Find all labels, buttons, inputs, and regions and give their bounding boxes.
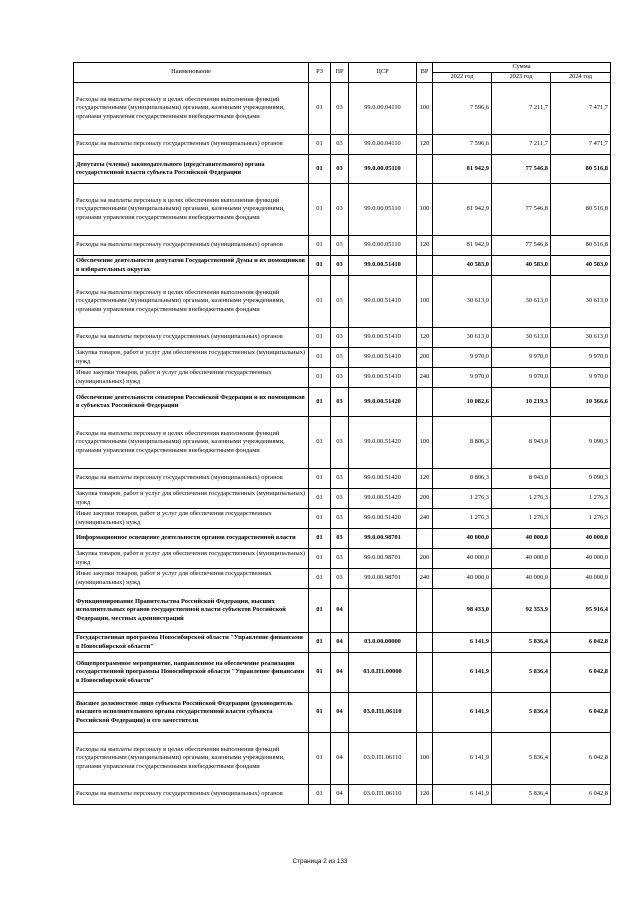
cell-name: Расходы на выплаты персоналу государственных (муниципальных) органов <box>74 785 309 805</box>
cell-vr: 100 <box>417 733 433 785</box>
cell-vr: 120 <box>417 785 433 805</box>
cell-vr: 240 <box>417 368 433 388</box>
cell-2022: 6 141,9 <box>433 633 492 653</box>
cell-name: Расходы на выплаты персоналу государственных (муниципальных) органов <box>74 135 309 155</box>
table-row <box>74 785 611 805</box>
cell-2024: 6 042,8 <box>551 633 611 653</box>
cell-2023: 8 943,0 <box>492 417 551 469</box>
cell-rz: 01 <box>309 469 331 489</box>
cell-2022: 98 433,0 <box>433 589 492 633</box>
cell-csr: 99.0.00.51410 <box>349 256 417 276</box>
cell-csr: 03.0.П1.06110 <box>349 733 417 785</box>
cell-csr <box>349 589 417 633</box>
cell-2023: 92 353,9 <box>492 589 551 633</box>
cell-pr: 03 <box>331 388 349 417</box>
cell-2023: 9 970,0 <box>492 348 551 368</box>
budget-table <box>73 62 611 805</box>
cell-2024: 9 970,0 <box>551 348 611 368</box>
cell-2024: 6 042,8 <box>551 693 611 733</box>
table-row <box>74 328 611 348</box>
cell-csr: 99.0.00.98701 <box>349 529 417 549</box>
cell-rz: 01 <box>309 328 331 348</box>
table-row <box>74 489 611 509</box>
cell-vr <box>417 633 433 653</box>
cell-name: Информационное освещение деятельности органов государственной власти <box>74 529 309 549</box>
cell-pr: 03 <box>331 569 349 589</box>
cell-2023: 40 583,0 <box>492 256 551 276</box>
cell-rz: 01 <box>309 653 331 693</box>
cell-rz: 01 <box>309 368 331 388</box>
cell-csr: 99.0.00.05110 <box>349 184 417 236</box>
cell-vr: 100 <box>417 184 433 236</box>
cell-rz: 01 <box>309 785 331 805</box>
cell-pr: 03 <box>331 348 349 368</box>
cell-vr <box>417 693 433 733</box>
cell-2024: 6 042,8 <box>551 785 611 805</box>
cell-vr: 200 <box>417 489 433 509</box>
cell-rz: 01 <box>309 633 331 653</box>
cell-name: Иные закупки товаров, работ и услуг для обеспечения государственных (муниципальных) нужд <box>74 368 309 388</box>
cell-vr: 120 <box>417 135 433 155</box>
cell-2022: 81 942,9 <box>433 236 492 256</box>
cell-csr: 99.0.00.04110 <box>349 135 417 155</box>
table-row <box>74 236 611 256</box>
cell-pr: 03 <box>331 184 349 236</box>
header-vr: ВР <box>417 63 433 83</box>
cell-pr: 04 <box>331 785 349 805</box>
table-row <box>74 693 611 733</box>
cell-name: Расходы на выплаты персоналу в целях обеспечения выполнения функций государственными (муниципальными) органами, казенными учреждениями, органами управления государственными внебюджетными фондами <box>74 83 309 135</box>
cell-name: Высшее должностное лицо субъекта Российской Федерации (руководитель высшего исполнительного органа государственной власти субъекта Российской Федерации) и его заместители <box>74 693 309 733</box>
cell-name: Общепрограммное мероприятие, направленное на обеспечение реализации государственной программы Новосибирской области "Управление финансами в Новосибирской области" <box>74 653 309 693</box>
cell-2024: 7 471,7 <box>551 83 611 135</box>
cell-vr: 240 <box>417 509 433 529</box>
cell-pr: 03 <box>331 276 349 328</box>
cell-2024: 7 471,7 <box>551 135 611 155</box>
cell-rz: 01 <box>309 155 331 184</box>
table-row <box>74 569 611 589</box>
cell-rz: 01 <box>309 589 331 633</box>
cell-vr <box>417 529 433 549</box>
header-pr: ПР <box>331 63 349 83</box>
table-row <box>74 549 611 569</box>
cell-pr: 03 <box>331 549 349 569</box>
cell-rz: 01 <box>309 184 331 236</box>
cell-2022: 7 596,6 <box>433 83 492 135</box>
cell-csr: 99.0.00.05110 <box>349 155 417 184</box>
table-row <box>74 589 611 633</box>
cell-csr: 99.0.00.98701 <box>349 549 417 569</box>
cell-vr <box>417 388 433 417</box>
header-year-2022: 2022 год <box>433 73 492 83</box>
cell-2023: 30 613,0 <box>492 328 551 348</box>
cell-name: Депутаты (члены) законодательного (представительного) органа государственной власти субъекта Российской Федерации <box>74 155 309 184</box>
cell-pr: 03 <box>331 256 349 276</box>
table-row <box>74 276 611 328</box>
cell-rz: 01 <box>309 549 331 569</box>
cell-name: Обеспечение деятельности депутатов Государственной Думы и их помощников в избирательных округах <box>74 256 309 276</box>
cell-2024: 6 042,8 <box>551 733 611 785</box>
cell-pr: 03 <box>331 155 349 184</box>
cell-2022: 1 276,3 <box>433 489 492 509</box>
cell-2024: 6 042,8 <box>551 653 611 693</box>
cell-rz: 01 <box>309 83 331 135</box>
cell-name: Иные закупки товаров, работ и услуг для обеспечения государственных (муниципальных) нужд <box>74 569 309 589</box>
cell-vr: 120 <box>417 469 433 489</box>
cell-2022: 40 583,0 <box>433 256 492 276</box>
cell-2024: 9 090,3 <box>551 417 611 469</box>
cell-vr: 200 <box>417 348 433 368</box>
table-body <box>74 83 611 805</box>
page-number: Страница 2 из 133 <box>292 858 348 865</box>
cell-rz: 01 <box>309 135 331 155</box>
cell-2022: 9 970,0 <box>433 368 492 388</box>
cell-csr: 99.0.00.51410 <box>349 276 417 328</box>
cell-name: Расходы на выплаты персоналу государственных (муниципальных) органов <box>74 328 309 348</box>
cell-2023: 5 836,4 <box>492 653 551 693</box>
cell-pr: 03 <box>331 417 349 469</box>
table-row <box>74 529 611 549</box>
cell-vr: 100 <box>417 417 433 469</box>
cell-vr: 100 <box>417 276 433 328</box>
cell-pr: 04 <box>331 693 349 733</box>
cell-pr: 04 <box>331 633 349 653</box>
cell-2022: 1 276,3 <box>433 509 492 529</box>
cell-2023: 5 836,4 <box>492 785 551 805</box>
cell-2022: 7 596,6 <box>433 135 492 155</box>
header-csr: ЦСР <box>349 63 417 83</box>
cell-pr: 03 <box>331 529 349 549</box>
cell-csr: 99.0.00.05110 <box>349 236 417 256</box>
cell-vr <box>417 256 433 276</box>
cell-vr: 240 <box>417 569 433 589</box>
cell-vr: 120 <box>417 236 433 256</box>
cell-2023: 10 219,3 <box>492 388 551 417</box>
cell-csr: 03.0.П1.06110 <box>349 785 417 805</box>
cell-2023: 5 836,4 <box>492 733 551 785</box>
cell-2024: 40 000,0 <box>551 549 611 569</box>
cell-2023: 5 836,4 <box>492 693 551 733</box>
cell-rz: 01 <box>309 733 331 785</box>
table-row <box>74 509 611 529</box>
cell-2024: 30 613,0 <box>551 328 611 348</box>
cell-rz: 01 <box>309 693 331 733</box>
cell-pr: 04 <box>331 653 349 693</box>
cell-rz: 01 <box>309 236 331 256</box>
cell-2022: 9 970,0 <box>433 348 492 368</box>
cell-pr: 04 <box>331 733 349 785</box>
cell-pr: 03 <box>331 135 349 155</box>
cell-pr: 03 <box>331 83 349 135</box>
cell-name: Закупка товаров, работ и услуг для обеспечения государственных (муниципальных) нужд <box>74 489 309 509</box>
header-year-2024: 2024 год <box>551 73 611 83</box>
cell-rz: 01 <box>309 569 331 589</box>
cell-name: Расходы на выплаты персоналу в целях обеспечения выполнения функций государственными (муниципальными) органами, казенными учреждениями, органами управления государственными внебюджетными фондами <box>74 276 309 328</box>
cell-name: Расходы на выплаты персоналу государственных (муниципальных) органов <box>74 469 309 489</box>
cell-2023: 77 546,8 <box>492 184 551 236</box>
cell-csr: 99.0.00.04110 <box>349 83 417 135</box>
cell-rz: 01 <box>309 417 331 469</box>
table-row <box>74 469 611 489</box>
cell-2024: 1 276,3 <box>551 489 611 509</box>
cell-2023: 40 000,0 <box>492 569 551 589</box>
header-year-2023: 2023 год <box>492 73 551 83</box>
cell-2023: 77 546,8 <box>492 236 551 256</box>
cell-csr: 99.0.00.51420 <box>349 388 417 417</box>
cell-2023: 8 943,0 <box>492 469 551 489</box>
table-row <box>74 348 611 368</box>
cell-vr: 200 <box>417 549 433 569</box>
cell-2022: 6 141,9 <box>433 653 492 693</box>
cell-rz: 01 <box>309 509 331 529</box>
cell-2024: 40 583,0 <box>551 256 611 276</box>
cell-pr: 03 <box>331 469 349 489</box>
cell-2023: 1 276,3 <box>492 509 551 529</box>
cell-vr <box>417 155 433 184</box>
table-row <box>74 83 611 135</box>
cell-2023: 7 211,7 <box>492 83 551 135</box>
table-row <box>74 256 611 276</box>
cell-2023: 40 000,0 <box>492 529 551 549</box>
cell-name: Расходы на выплаты персоналу в целях обеспечения выполнения функций государственными (муниципальными) органами, казенными учреждениями, органами управления государственными внебюджетными фондами <box>74 417 309 469</box>
table-row <box>74 368 611 388</box>
cell-csr: 99.0.00.51420 <box>349 417 417 469</box>
table-row <box>74 388 611 417</box>
cell-2024: 1 276,3 <box>551 509 611 529</box>
cell-2022: 30 613,0 <box>433 276 492 328</box>
cell-2024: 80 516,8 <box>551 155 611 184</box>
cell-pr: 03 <box>331 509 349 529</box>
header-rz: РЗ <box>309 63 331 83</box>
cell-pr: 03 <box>331 368 349 388</box>
table-row <box>74 135 611 155</box>
cell-name: Закупка товаров, работ и услуг для обеспечения государственных (муниципальных) нужд <box>74 348 309 368</box>
cell-rz: 01 <box>309 489 331 509</box>
cell-2023: 77 546,8 <box>492 155 551 184</box>
cell-2023: 5 836,4 <box>492 633 551 653</box>
cell-vr: 100 <box>417 83 433 135</box>
cell-name: Функционирование Правительства Российской Федерации, высших исполнительных органов государственной власти субъектов Российской Федерации, местных администраций <box>74 589 309 633</box>
cell-2023: 1 276,3 <box>492 489 551 509</box>
cell-2024: 9 970,0 <box>551 368 611 388</box>
table-row <box>74 184 611 236</box>
cell-2022: 8 806,3 <box>433 469 492 489</box>
cell-2022: 40 000,0 <box>433 569 492 589</box>
table-row <box>74 417 611 469</box>
cell-2024: 80 516,8 <box>551 184 611 236</box>
cell-name: Иные закупки товаров, работ и услуг для обеспечения государственных (муниципальных) нужд <box>74 509 309 529</box>
cell-csr: 99.0.00.51420 <box>349 489 417 509</box>
table-row <box>74 733 611 785</box>
cell-2022: 40 000,0 <box>433 549 492 569</box>
cell-vr <box>417 589 433 633</box>
cell-rz: 01 <box>309 256 331 276</box>
cell-2024: 9 090,3 <box>551 469 611 489</box>
cell-csr: 99.0.00.51420 <box>349 509 417 529</box>
cell-2023: 40 000,0 <box>492 549 551 569</box>
cell-2024: 10 366,6 <box>551 388 611 417</box>
cell-2023: 9 970,0 <box>492 368 551 388</box>
cell-name: Расходы на выплаты персоналу государственных (муниципальных) органов <box>74 236 309 256</box>
cell-pr: 03 <box>331 328 349 348</box>
cell-pr: 03 <box>331 489 349 509</box>
cell-2022: 6 141,9 <box>433 693 492 733</box>
cell-csr: 03.0.П1.00000 <box>349 653 417 693</box>
cell-2022: 6 141,9 <box>433 733 492 785</box>
cell-2022: 30 613,0 <box>433 328 492 348</box>
table-row <box>74 653 611 693</box>
cell-name: Государственная программа Новосибирской области "Управление финансами в Новосибирской области" <box>74 633 309 653</box>
cell-2022: 10 082,6 <box>433 388 492 417</box>
cell-csr: 99.0.00.51410 <box>349 328 417 348</box>
cell-vr: 120 <box>417 328 433 348</box>
cell-csr: 99.0.00.98701 <box>349 569 417 589</box>
cell-csr: 99.0.00.51410 <box>349 368 417 388</box>
cell-rz: 01 <box>309 388 331 417</box>
cell-csr: 03.0.00.00000 <box>349 633 417 653</box>
cell-2022: 81 942,9 <box>433 184 492 236</box>
cell-pr: 03 <box>331 236 349 256</box>
cell-2024: 40 000,0 <box>551 529 611 549</box>
cell-pr: 04 <box>331 589 349 633</box>
table-row <box>74 155 611 184</box>
header-name: Наименование <box>74 63 309 83</box>
cell-2024: 80 516,8 <box>551 236 611 256</box>
cell-2022: 40 000,0 <box>433 529 492 549</box>
cell-2024: 95 916,4 <box>551 589 611 633</box>
cell-csr: 99.0.00.51420 <box>349 469 417 489</box>
cell-csr: 03.0.П1.06110 <box>349 693 417 733</box>
cell-csr: 99.0.00.51410 <box>349 348 417 368</box>
cell-2023: 7 211,7 <box>492 135 551 155</box>
cell-name: Закупка товаров, работ и услуг для обеспечения государственных (муниципальных) нужд <box>74 549 309 569</box>
cell-name: Расходы на выплаты персоналу в целях обеспечения выполнения функций государственными (муниципальными) органами, казенными учреждениями, органами управления государственными внебюджетными фондами <box>74 184 309 236</box>
cell-rz: 01 <box>309 276 331 328</box>
cell-rz: 01 <box>309 529 331 549</box>
cell-2022: 6 141,9 <box>433 785 492 805</box>
table-row <box>74 633 611 653</box>
header-sum: Сумма <box>433 63 611 73</box>
cell-name: Расходы на выплаты персоналу в целях обеспечения выполнения функций государственными (муниципальными) органами, казенными учреждениями, органами управления государственными внебюджетными фондами <box>74 733 309 785</box>
cell-2024: 40 000,0 <box>551 569 611 589</box>
cell-2023: 30 613,0 <box>492 276 551 328</box>
cell-2024: 30 613,0 <box>551 276 611 328</box>
cell-2022: 81 942,9 <box>433 155 492 184</box>
cell-rz: 01 <box>309 348 331 368</box>
cell-2022: 8 806,3 <box>433 417 492 469</box>
cell-name: Обеспечение деятельности сенаторов Российской Федерации и их помощников в субъектах Российской Федерации <box>74 388 309 417</box>
cell-vr <box>417 653 433 693</box>
